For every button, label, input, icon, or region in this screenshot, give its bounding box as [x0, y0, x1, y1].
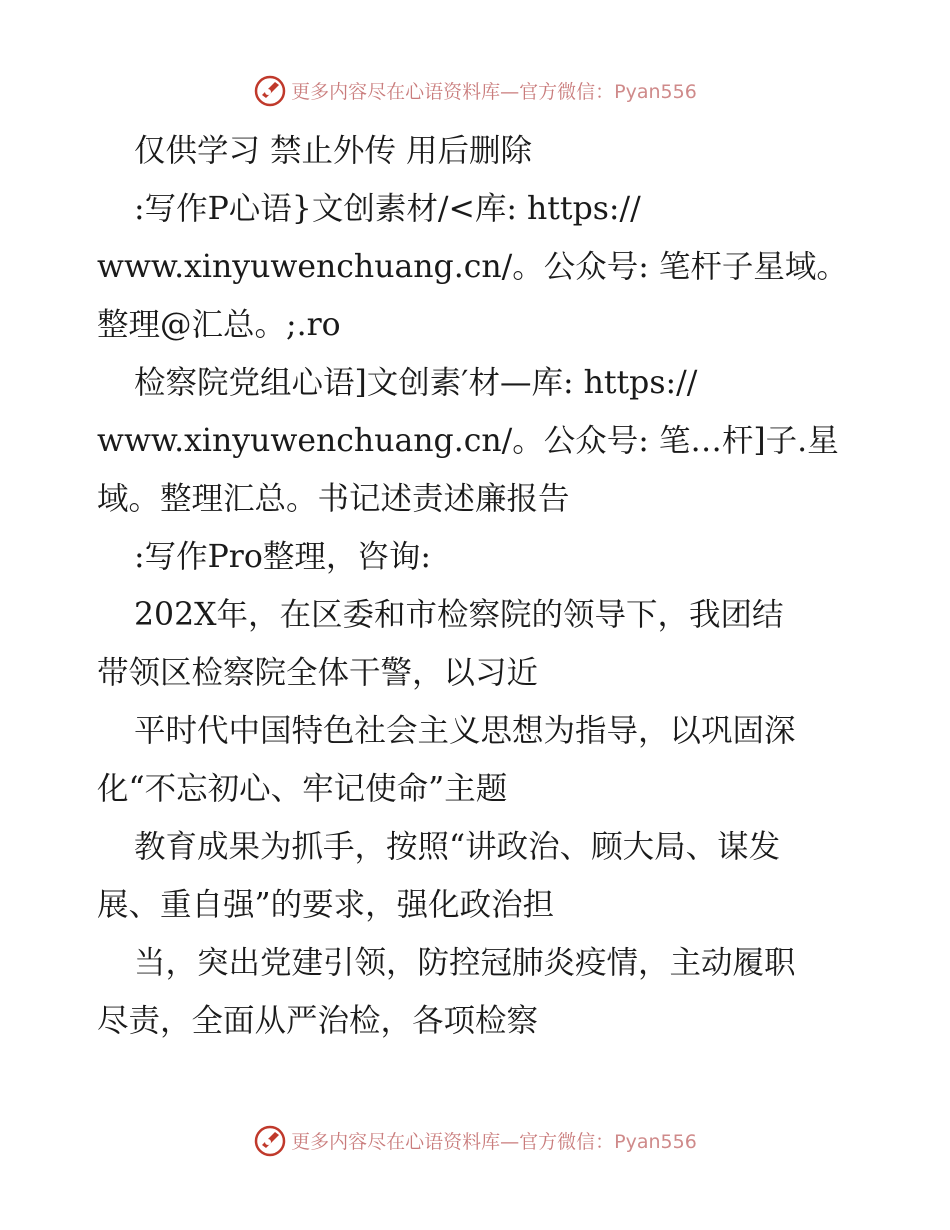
text-line: 仅供学习 禁止外传 用后删除 — [134, 133, 533, 169]
document-body — [97, 122, 867, 1050]
banner-wechat-id: Pyan556 — [614, 80, 697, 103]
text-line: 带领区检察院全体干警，以习近 — [97, 655, 539, 691]
text-line: 教育成果为抓手，按照“讲政治、顾大局、谋发 — [134, 829, 781, 865]
brand-logo-icon — [253, 1123, 287, 1157]
text-line: www.xinyuwenchuang.cn/。公众号: 笔杆子星域。 — [97, 249, 848, 285]
footer-banner — [0, 1120, 950, 1160]
brand-logo-icon — [253, 73, 287, 107]
text-line: 整理@汇总。;.ro — [97, 307, 341, 343]
text-line: 尽责，全面从严治检，各项检察 — [97, 1003, 539, 1039]
banner-label: 更多内容尽在心语资料库—官方微信：Pyan556 — [291, 80, 697, 103]
text-line: :写作P心语}文创素材/<库: https:// — [134, 191, 641, 227]
text-line: 平时代中国特色社会主义思想为指导，以巩固深 — [134, 713, 796, 749]
text-line: 展、重自强”的要求，强化政治担 — [97, 887, 555, 923]
text-line: 202X年，在区委和市检察院的领导下，我团结 — [134, 597, 784, 633]
header-banner — [0, 70, 950, 110]
text-line: :写作Pro整理，咨询: — [134, 539, 431, 575]
text-line: 当，突出党建引领，防控冠肺炎疫情，主动履职 — [134, 945, 796, 981]
text-line: 检察院党组心语]文创素′材—库: https:// — [134, 365, 698, 401]
text-line: www.xinyuwenchuang.cn/。公众号: 笔…杆]子.星 — [97, 423, 839, 459]
banner-wechat-id: Pyan556 — [614, 1130, 697, 1153]
banner-label: 更多内容尽在心语资料库—官方微信：Pyan556 — [291, 1130, 697, 1153]
text-line: 域。整理汇总。书记述责述廉报告 — [97, 481, 570, 517]
text-line: 化“不忘初心、牢记使命”主题 — [97, 771, 508, 807]
